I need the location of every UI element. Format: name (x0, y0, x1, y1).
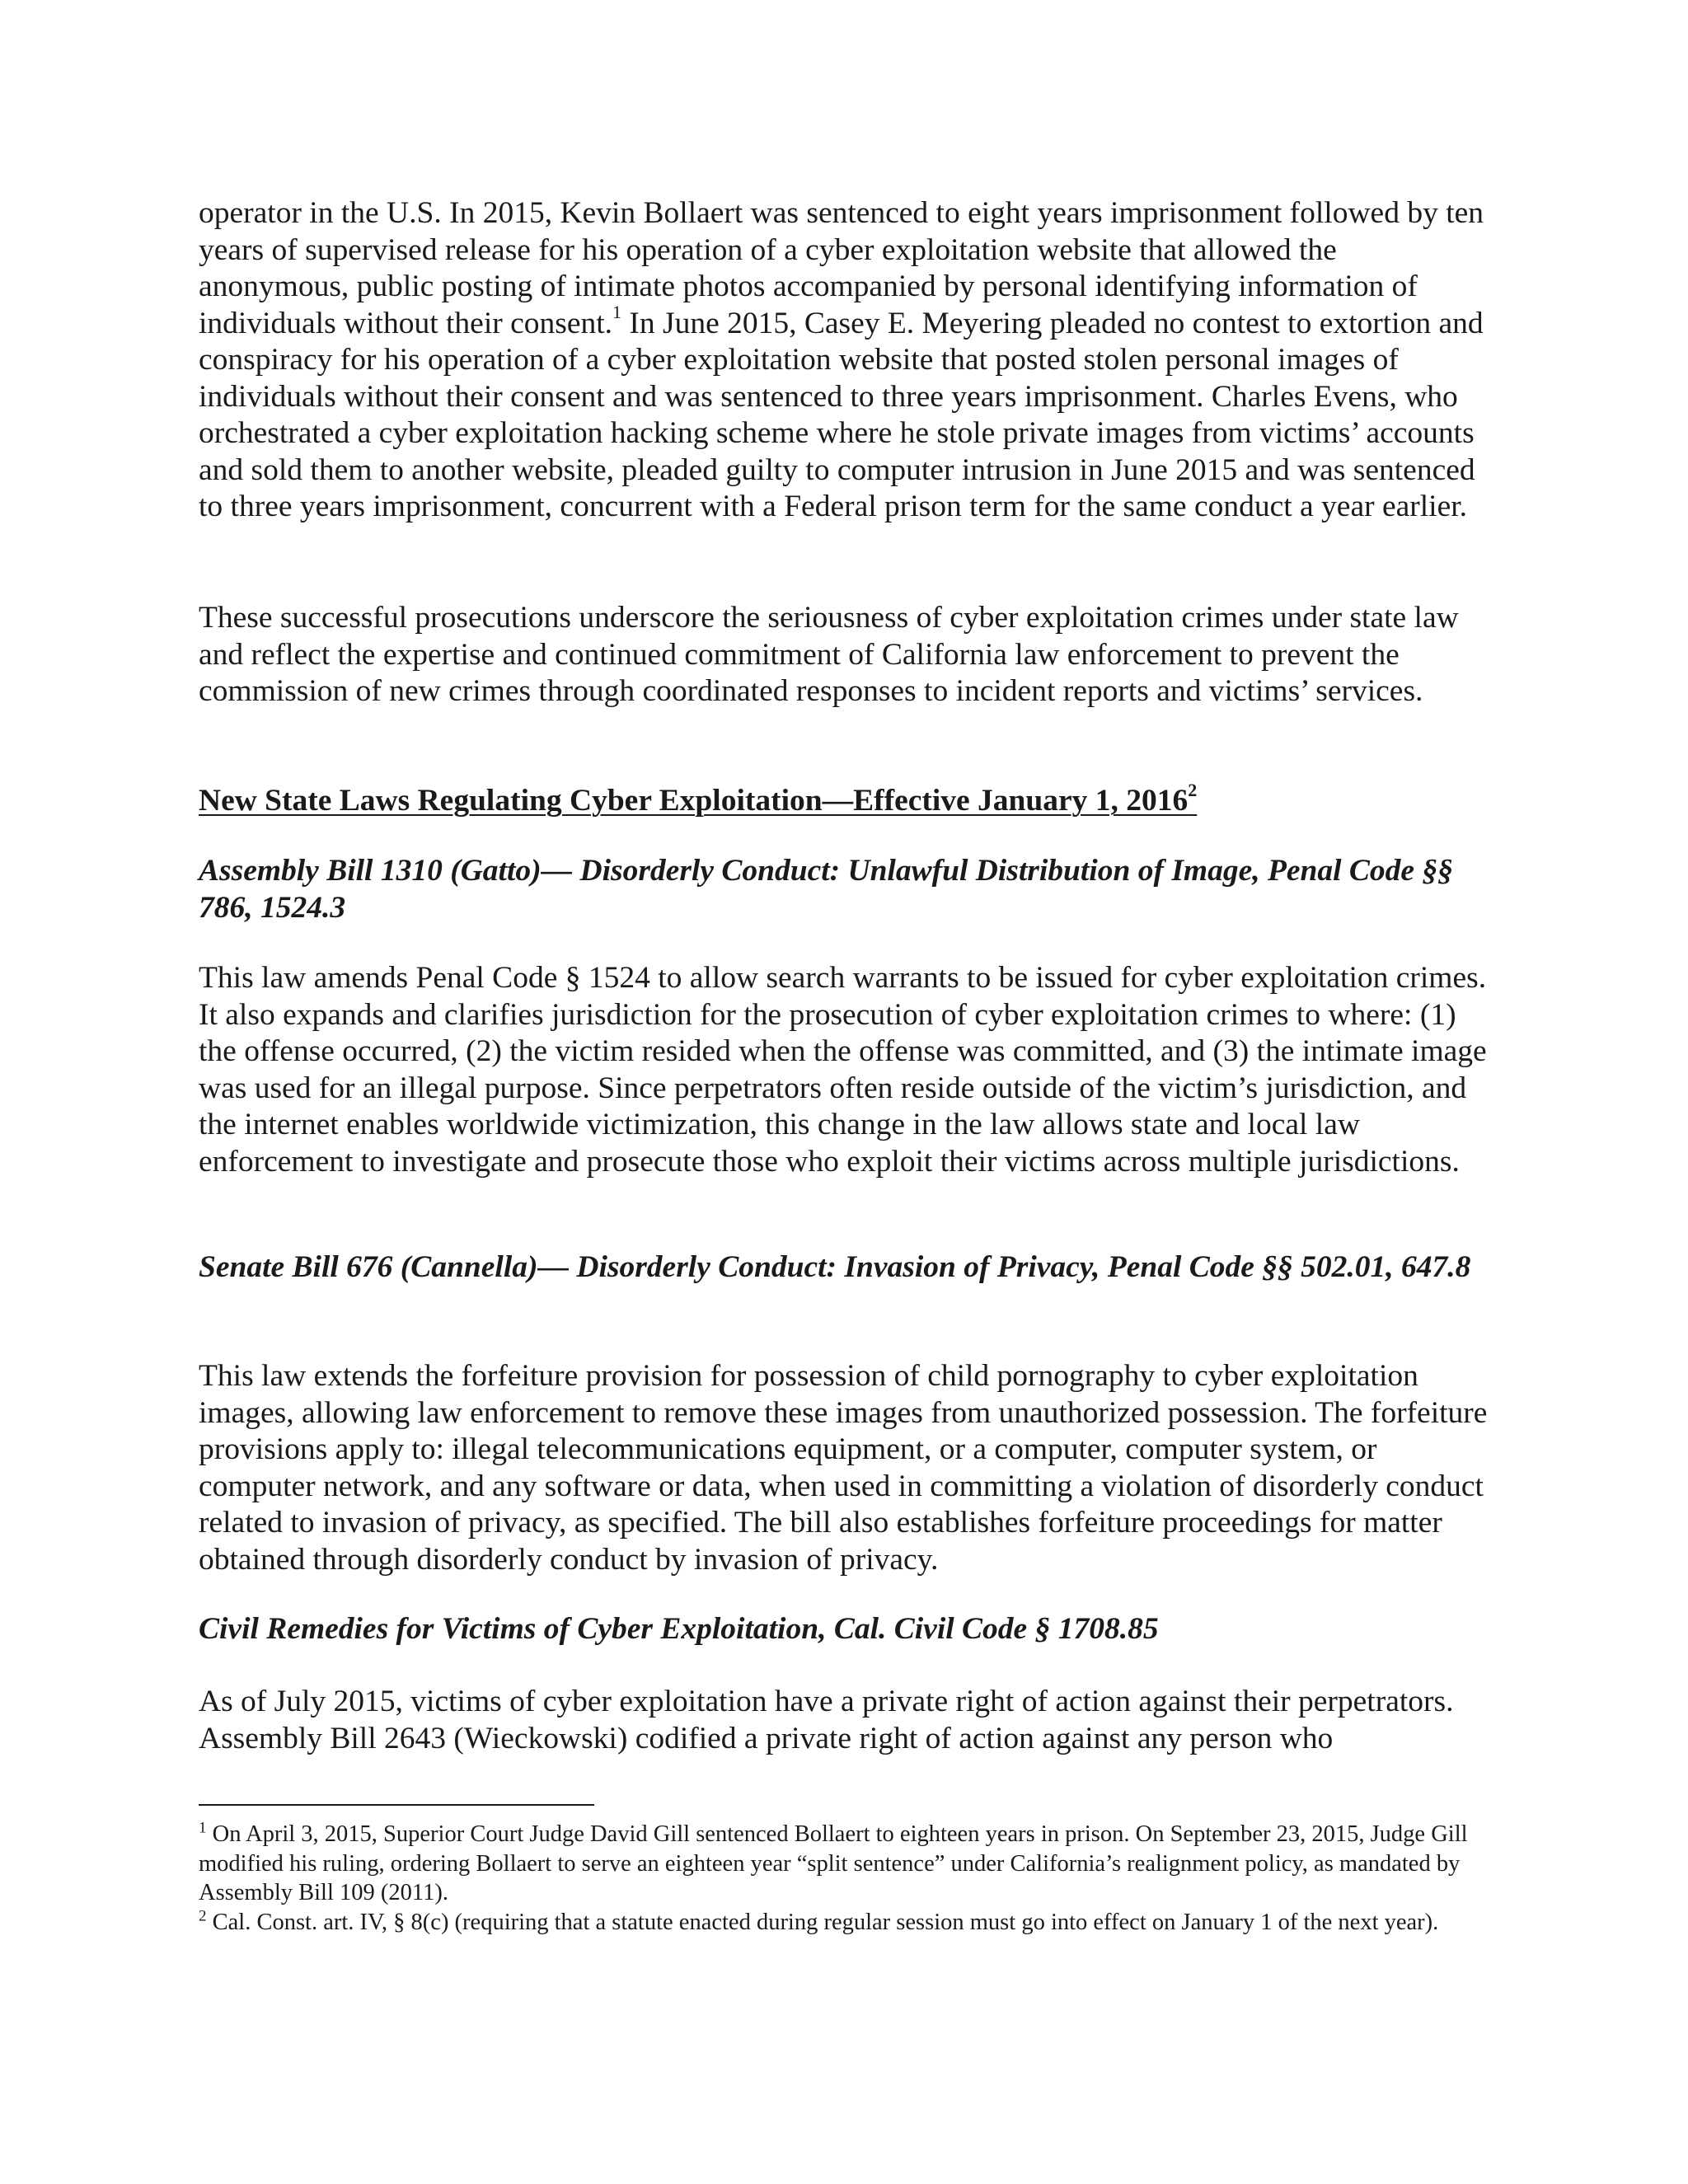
document-page (199, 0, 1489, 2184)
footnote-ref-1[interactable]: 1 (612, 302, 622, 322)
heading-ab1310: Assembly Bill 1310 (Gatto)— Disorderly Conduct: Unlawful Distribution of Image, Penal Code §§ 786, 1524.3 (199, 854, 1453, 925)
heading-sb676: Senate Bill 676 (Cannella)— Disorderly Conduct: Invasion of Privacy, Penal Code §§ 502.01, 647.8 (199, 1250, 1471, 1284)
paragraph-civil-remedies: As of July 2015, victims of cyber exploitation have a private right of action against their perpetrators. Assembly Bill 2643 (Wieckowski) codified a private right of action against any person who (199, 1685, 1454, 1755)
heading-new-state-laws (199, 779, 1489, 819)
footnote-1-number: 1 (199, 1819, 207, 1837)
paragraph-successful-prosecutions: These successful prosecutions underscore the seriousness of cyber exploitation crimes under state law and reflect the expertise and continued commitment of California law enforcement to prevent the commission of new crimes through coordinated responses to incident reports and victims’ services. (199, 601, 1459, 708)
footnote-2-text: Cal. Const. art. IV, § 8(c) (requiring that a statute enacted during regular session must go into effect on January 1 of the next year). (212, 1909, 1439, 1935)
footnote-1-text: On April 3, 2015, Superior Court Judge David Gill sentenced Bollaert to eighteen years in prison. On September 23, 2015, Judge Gill modified his ruling, ordering Bollaert to serve an eighteen year “split sentence” under California’s realignment policy, as mandated by Assembly Bill 109 (2011). (199, 1821, 1468, 1905)
paragraph-sb676: This law extends the forfeiture provision for possession of child pornography to cyber exploitation images, allowing law enforcement to remove these images from unauthorized possession. The forfeiture provisions apply to: illegal telecommunications equipment, or a computer, computer system, or computer network, and any software or data, when used in committing a violation of disorderly conduct related to invasion of privacy, as specified. The bill also establishes forfeiture proceedings for matter obtained through disorderly conduct by invasion of privacy. (199, 1359, 1488, 1577)
paragraph-prosecutions-part2: In June 2015, Casey E. Meyering pleaded no contest to extortion and conspiracy for his operation of a cyber exploitation website that posted stolen personal images of individuals without their consent and was sentenced to three years imprisonment. Charles Evens, who orchestrated a cyber exploitation hacking scheme where he stole private images from victims’ accounts and sold them to another website, pleaded guilty to computer intrusion in June 2015 and was sentenced to three years imprisonment, concurrent with a Federal prison term for the same conduct a year earlier. (199, 306, 1484, 523)
footnote-divider (199, 1804, 594, 1806)
paragraph-ab1310: This law amends Penal Code § 1524 to allow search warrants to be issued for cyber exploitation crimes. It also expands and clarifies jurisdiction for the prosecution of cyber exploitation crimes to where: (1) the offense occurred, (2) the victim resided when the offense was committed, and (3) the intimate image was used for an illegal purpose. Since perpetrators often reside outside of the victim’s jurisdiction, and the internet enables worldwide victimization, this change in the law allows state and local law enforcement to investigate and prosecute those who exploit their victims across multiple jurisdictions. (199, 961, 1487, 1179)
heading-new-state-laws-text: New State Laws Regulating Cyber Exploitation—Effective January 1, 2016 (199, 784, 1189, 818)
heading-civil-remedies: Civil Remedies for Victims of Cyber Exploitation, Cal. Civil Code § 1708.85 (199, 1612, 1159, 1646)
paragraph-prosecutions (199, 195, 1489, 526)
paragraph-prosecutions-part1: operator in the U.S. In 2015, Kevin Bollaert was sentenced to eight years imprisonment followed by ten years of supervised release for his operation of a cyber exploitation website that allowed the anonymous, public posting of intimate photos accompanied by personal identifying information of individuals without their consent. (199, 196, 1484, 340)
footnote-ref-2[interactable]: 2 (1188, 779, 1198, 800)
footnote-1 (199, 1820, 1489, 1908)
footnote-2 (199, 1908, 1489, 1938)
footnote-2-number: 2 (199, 1907, 207, 1924)
footnotes (199, 1820, 1489, 1937)
